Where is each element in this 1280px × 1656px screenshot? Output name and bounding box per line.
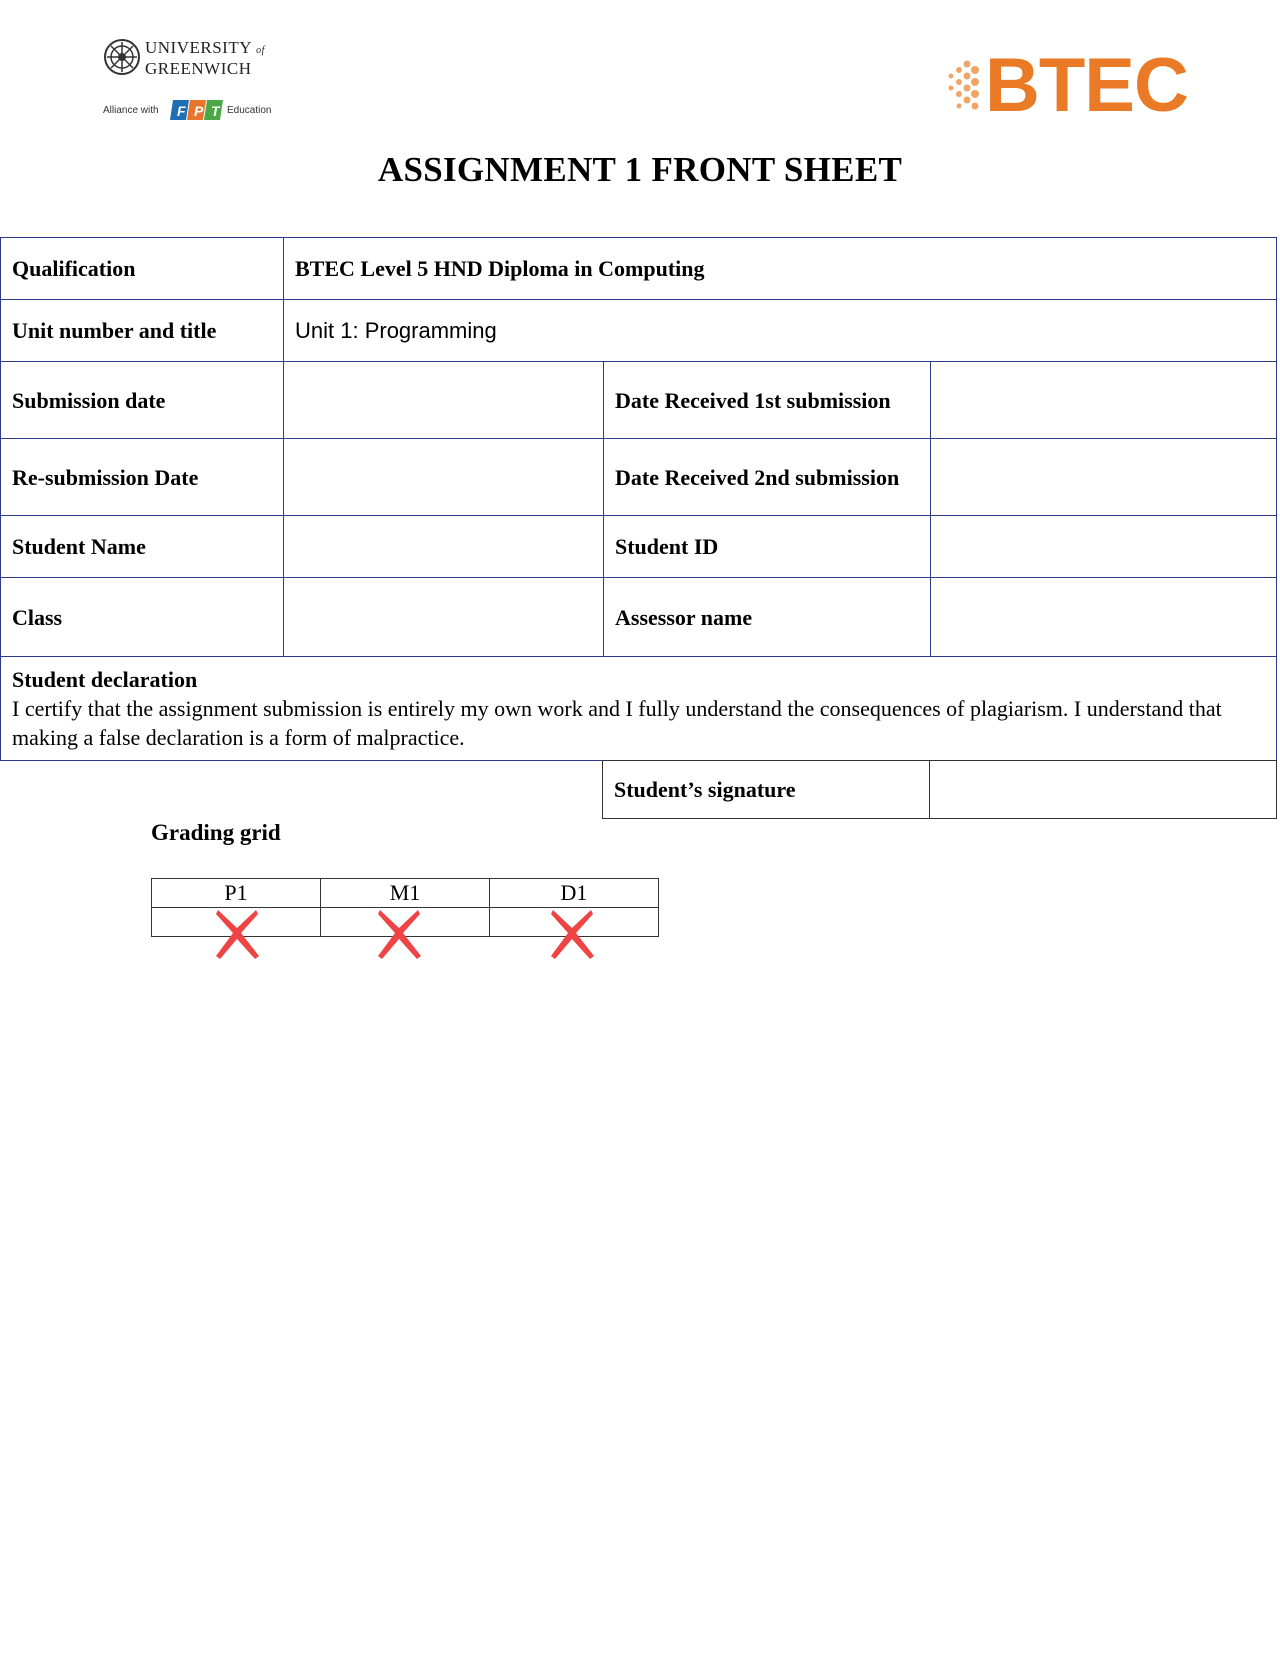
submission-date-label: Submission date (1, 362, 284, 439)
grade-mark-p1-cross-icon (212, 906, 262, 960)
date-received-1-label: Date Received 1st submission (604, 362, 931, 439)
grading-header-row (152, 879, 659, 908)
assessor-label: Assessor name (604, 578, 931, 657)
btec-wordmark: BTEC (985, 43, 1188, 128)
grade-mark-m1-cross-icon (374, 906, 424, 960)
qualification-value: BTEC Level 5 HND Diploma in Computing (284, 238, 1277, 300)
row-qualification (1, 238, 1277, 300)
fpt-letter-p: P (194, 103, 204, 119)
signature-field[interactable] (930, 761, 1277, 819)
declaration-text: I certify that the assignment submission is entirely my own work and I fully understand the consequences of plagiarism. I understand that making a false declaration is a form of malpractice. (12, 696, 1222, 750)
grade-header-p1: P1 (152, 879, 321, 908)
university-line2: GREENWICH (145, 59, 252, 78)
grading-title: Grading grid (151, 820, 281, 845)
university-emblem-icon (103, 38, 141, 76)
class-field[interactable] (284, 578, 604, 657)
row-resubmission (1, 439, 1277, 516)
date-received-1-field[interactable] (931, 362, 1277, 439)
university-of: of (256, 45, 265, 56)
signature-label: Student’s signature (603, 761, 930, 819)
student-id-field[interactable] (931, 516, 1277, 578)
page-title: ASSIGNMENT 1 FRONT SHEET (377, 150, 903, 189)
unit-label: Unit number and title (1, 300, 284, 362)
signature-table (602, 760, 1277, 819)
unit-value: Unit 1: Programming (284, 300, 1277, 362)
fpt-letter-t: T (211, 103, 220, 119)
alliance-line (103, 96, 283, 124)
fpt-logo-icon (169, 96, 225, 124)
date-received-2-label: Date Received 2nd submission (604, 439, 931, 516)
university-wordmark (145, 39, 265, 78)
assessor-field[interactable] (931, 578, 1277, 657)
row-student (1, 516, 1277, 578)
grade-mark-d1-cross-icon (547, 906, 597, 960)
grade-header-d1: D1 (490, 879, 659, 908)
qualification-label: Qualification (1, 238, 284, 300)
submission-date-field[interactable] (284, 362, 604, 439)
alliance-suffix: Education (227, 105, 272, 116)
student-name-label: Student Name (1, 516, 284, 578)
resubmission-date-label: Re-submission Date (1, 439, 284, 516)
grade-header-m1: M1 (321, 879, 490, 908)
declaration-title: Student declaration (12, 667, 198, 692)
student-name-field[interactable] (284, 516, 604, 578)
student-id-label: Student ID (604, 516, 931, 578)
resubmission-date-field[interactable] (284, 439, 604, 516)
date-received-2-field[interactable] (931, 439, 1277, 516)
row-unit (1, 300, 1277, 362)
btec-logo (945, 43, 1195, 128)
class-label: Class (1, 578, 284, 657)
university-logo (103, 38, 283, 128)
row-submission (1, 362, 1277, 439)
university-line1: UNIVERSITY (145, 38, 252, 57)
declaration-cell (1, 657, 1277, 761)
row-declaration (1, 657, 1277, 761)
alliance-prefix: Alliance with (103, 105, 159, 116)
fpt-letter-f: F (177, 103, 186, 119)
row-class (1, 578, 1277, 657)
front-sheet-table (0, 237, 1277, 761)
